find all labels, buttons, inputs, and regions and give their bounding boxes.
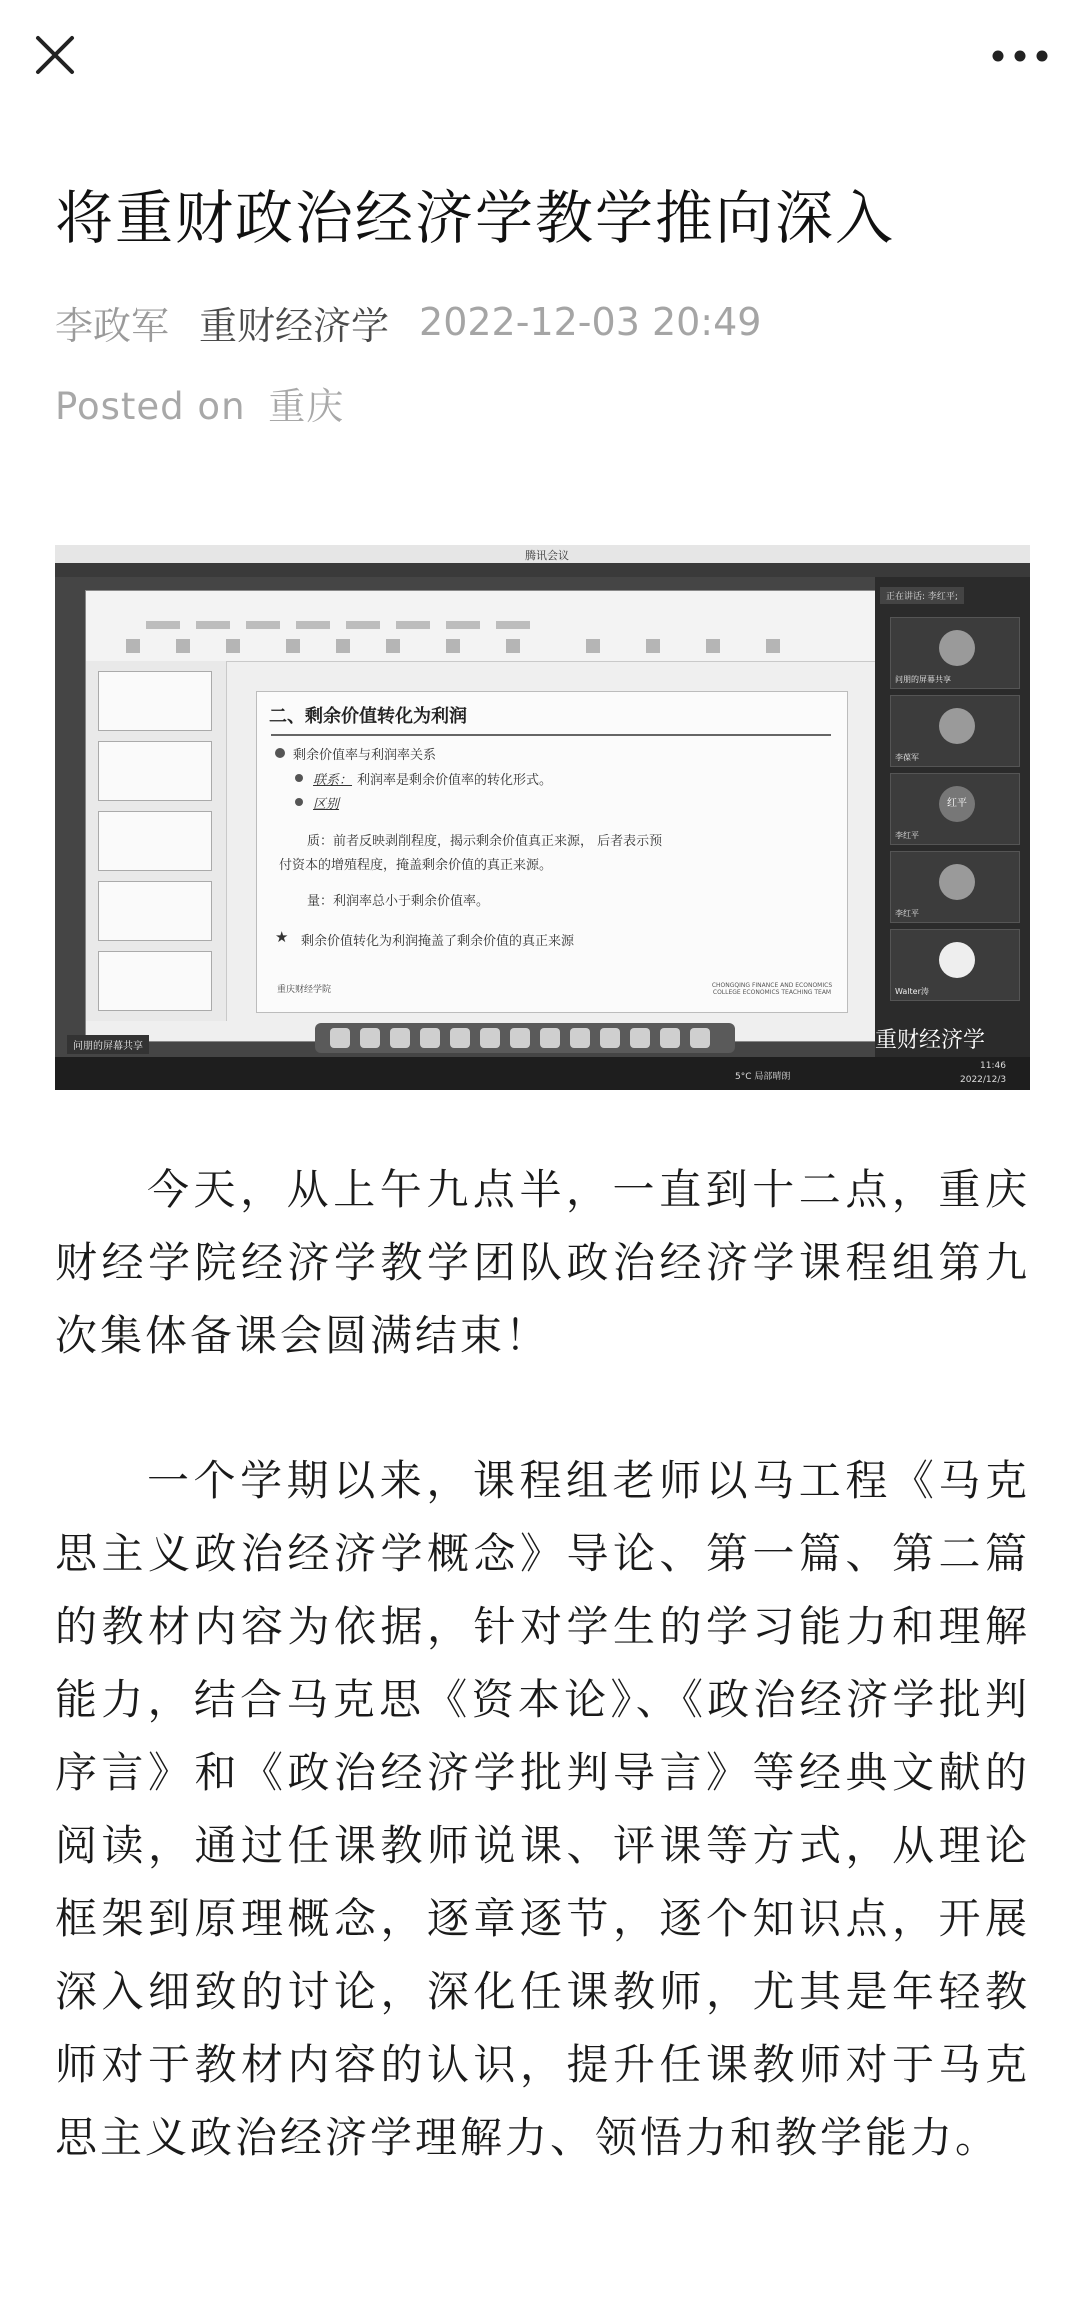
slide-english-caption: CHONGQING FINANCE AND ECONOMICS COLLEGE ECONOMICS TEACHING TEAM bbox=[711, 982, 833, 996]
participant-tile bbox=[890, 851, 1020, 923]
avatar bbox=[939, 864, 975, 900]
author-name: 李政军 bbox=[55, 303, 170, 348]
more-options-button[interactable] bbox=[988, 38, 1052, 74]
avatar bbox=[939, 708, 975, 744]
posted-location bbox=[55, 376, 344, 430]
avatar bbox=[939, 942, 975, 978]
screen-share-tag: 问朋的屏幕共享 bbox=[67, 1035, 149, 1054]
avatar: 红平 bbox=[939, 786, 975, 822]
participant-tile bbox=[890, 929, 1020, 1001]
slide-quantity: 量：利润率总小于剩余价值率。 bbox=[307, 894, 490, 909]
participant-tile bbox=[890, 773, 1020, 845]
slide-canvas bbox=[256, 691, 848, 1013]
close-icon bbox=[30, 30, 80, 80]
participant-name: 李葆军 bbox=[895, 753, 919, 762]
participant-name: 李红平 bbox=[895, 909, 919, 918]
slide-star-text: 剩余价值转化为利润掩盖了剩余价值的真正来源 bbox=[301, 934, 575, 949]
participant-name: Walter涛 bbox=[895, 987, 929, 996]
presentation-window bbox=[85, 590, 917, 1042]
participant-panel bbox=[875, 577, 1030, 1057]
clock-date: 2022/12/3 bbox=[960, 1075, 1007, 1085]
participant-name: 问朋的屏幕共享 bbox=[895, 675, 951, 684]
account-name-link[interactable]: 重财经济学 bbox=[199, 303, 390, 348]
article-paragraph: 一个学期以来，课程组老师以马工程《马克思主义政治经济学概念》导论、第一篇、第二篇的教材内容为依据，针对学生的学习能力和理解能力，结合马克思《资本论》、《政治经济学批判序言》和《政治经济学批判导言》等经典文献的阅读，通过任课教师说课、评课等方式，从理论框架到原理概念，逐章逐节，逐个知识点，开展深入细致的讨论，深化任课教师，尤其是年轻教师对于教材内容的认识，提升任课教师对于马克思主义政治经济学理解力、领悟力和教学能力。 bbox=[55, 1456, 1030, 2162]
ribbon-toolbar bbox=[86, 591, 916, 662]
watermark: 重财经济学 bbox=[875, 1028, 986, 1053]
posted-on-label: Posted on bbox=[55, 385, 246, 428]
slide-logo: 重庆财经学院 bbox=[277, 985, 332, 995]
participant-name: 李红平 bbox=[895, 831, 919, 840]
article-title: 将重财政治经济学教学推向深入 bbox=[55, 184, 896, 252]
slide-quality-2: 付资本的增殖程度，掩盖剩余价值的真正来源。 bbox=[279, 858, 553, 873]
slide-link-label: 联系： bbox=[313, 773, 353, 788]
window-titlebar bbox=[55, 545, 1030, 563]
slide-quality-1: 质：前者反映剥削程度，揭示剩余价值真正来源， 后者表示预 bbox=[307, 834, 663, 849]
publish-date: 2022-12-03 20:49 bbox=[419, 300, 762, 344]
location-text: 重庆 bbox=[268, 385, 345, 428]
more-dots-icon bbox=[988, 38, 1052, 74]
slide-title: 二、剩余价值转化为利润 bbox=[269, 706, 467, 727]
window-title: 腾讯会议 bbox=[525, 549, 569, 562]
participant-tile bbox=[890, 695, 1020, 767]
speaker-label: 正在讲话: 李红平; bbox=[880, 587, 964, 604]
close-button[interactable] bbox=[30, 30, 80, 80]
slide-thumbnails bbox=[86, 661, 227, 1021]
taskbar bbox=[55, 1057, 1030, 1090]
menubar bbox=[55, 563, 1030, 577]
participant-tile bbox=[890, 617, 1020, 689]
app-dock bbox=[315, 1023, 735, 1053]
slide-bullet: 剩余价值率与利润率关系 bbox=[293, 748, 437, 763]
weather-text: 5°C 局部晴朗 bbox=[735, 1072, 791, 1082]
slide-link-text: 利润率是剩余价值率的转化形式。 bbox=[357, 773, 553, 788]
top-bar bbox=[0, 0, 1080, 120]
article-image[interactable] bbox=[55, 545, 1030, 1090]
avatar bbox=[939, 630, 975, 666]
article-paragraph: 今天，从上午九点半，一直到十二点，重庆财经学院经济学教学团队政治经济学课程组第九次集体备课会圆满结束！ bbox=[55, 1165, 1030, 1360]
slide-diff-label: 区别 bbox=[313, 797, 340, 812]
clock-time: 11:46 bbox=[980, 1061, 1006, 1071]
slide-star-icon: ★ bbox=[275, 928, 289, 946]
article-meta bbox=[55, 292, 761, 352]
